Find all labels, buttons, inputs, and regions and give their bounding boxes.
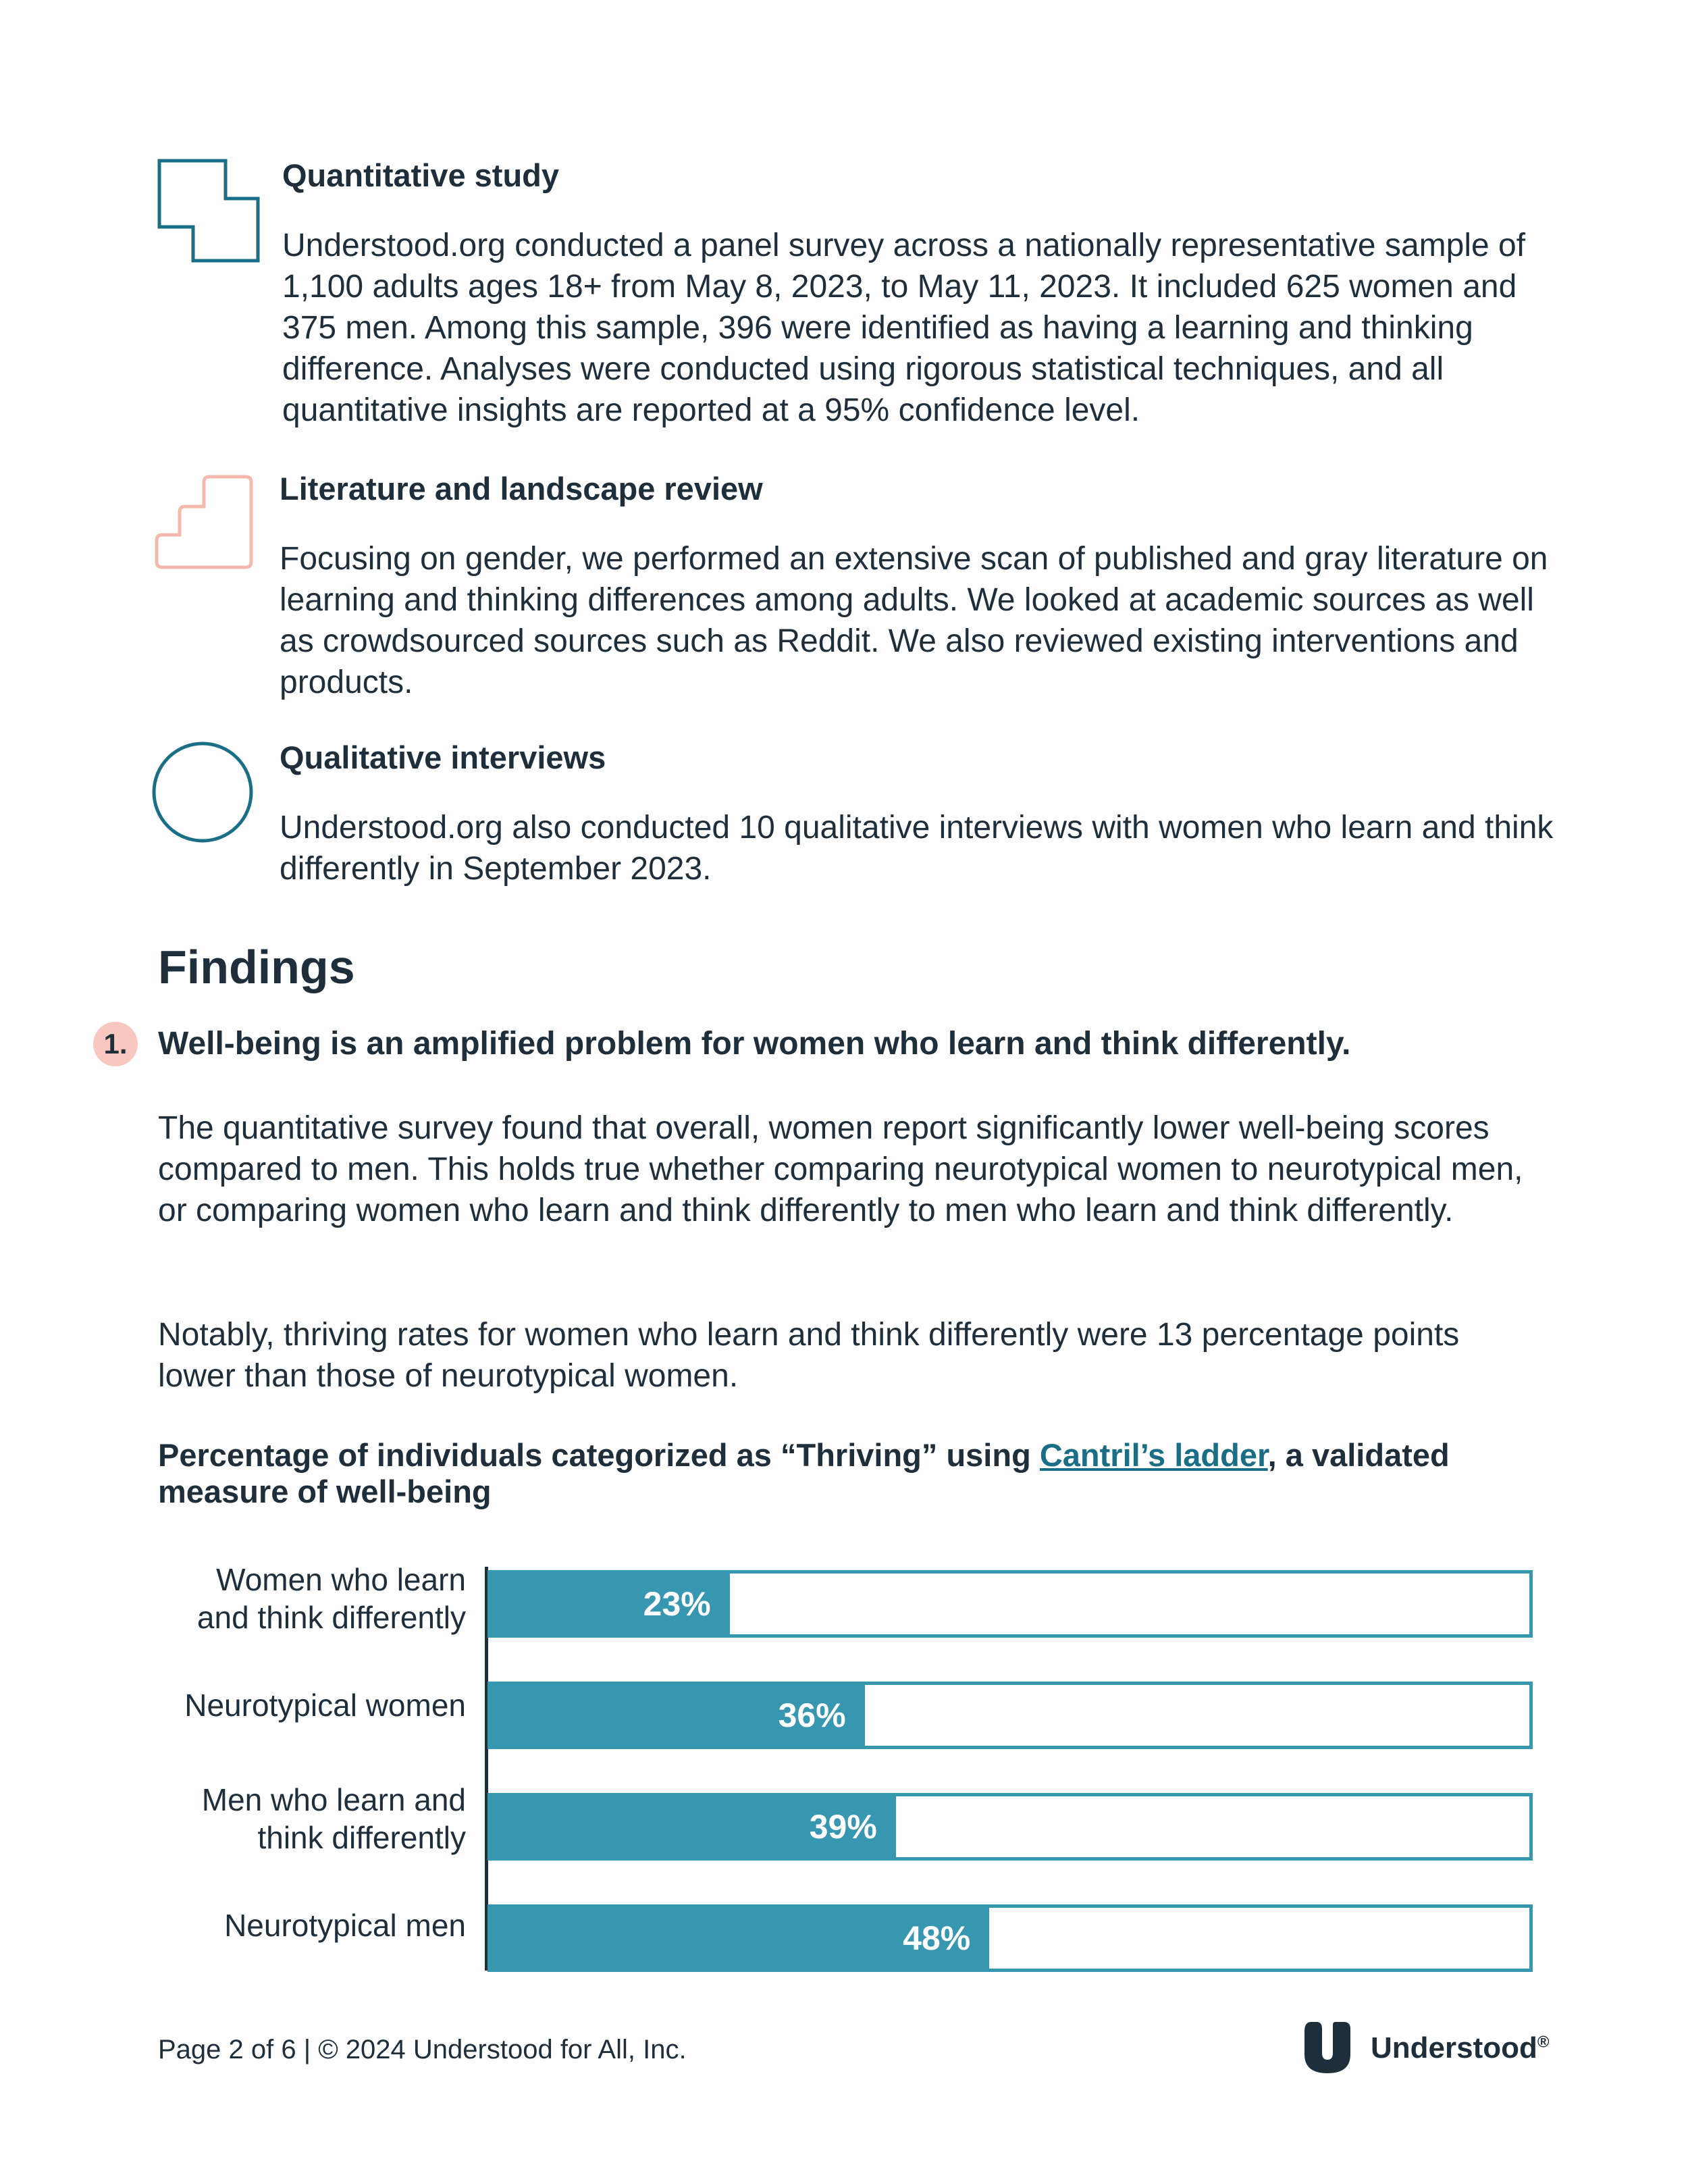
finding-paragraph: The quantitative survey found that overall, women report significantly lower well-being scores compared to men. This holds true whether comparing neurotypical women to neurotypical men, or comparing women who learn and think differently to men who learn and think differently. [158, 1110, 1523, 1228]
bar-value-label: 36% [778, 1696, 846, 1734]
method-body: Understood.org also conducted 10 qualitative interviews with women who learn and think differently in September 2023. [280, 810, 1554, 887]
teal-block-icon [155, 157, 263, 265]
bar-track [487, 1793, 1533, 1861]
bar-label: Neurotypical men [224, 1908, 466, 1943]
bar-value-label: 39% [809, 1808, 877, 1846]
bar-label: Neurotypical women [184, 1688, 466, 1723]
chart-title-text: Percentage of individuals categorized as “Thriving” using [158, 1437, 1040, 1473]
finding-title: Well-being is an amplified problem for women who learn and think differently. [158, 1026, 1351, 1062]
bar-track [487, 1682, 1533, 1749]
method-title: Quantitative study [282, 157, 560, 193]
stairs-icon [151, 473, 259, 574]
bar-label: Women who learn and think differently [196, 1562, 466, 1635]
finding-number-badge: 1. [93, 1022, 138, 1066]
bar [491, 1574, 730, 1634]
circle-icon [151, 741, 254, 843]
bar-value-label: 48% [903, 1919, 971, 1957]
method-title: Literature and landscape review [280, 471, 763, 506]
bar-track [487, 1904, 1533, 1972]
chart-title-text: , a validated measure of well-being [158, 1437, 1450, 1509]
findings-heading: Findings [158, 941, 355, 993]
method-title: Qualitative interviews [280, 739, 606, 775]
understood-logo-icon [1302, 2019, 1353, 2076]
brand-name: Understood® [1371, 2031, 1550, 2064]
cantrils-ladder-link[interactable]: Cantril’s ladder [1039, 1437, 1268, 1473]
bar-label: Men who learn and think differently [201, 1782, 466, 1855]
bar-track [487, 1570, 1533, 1638]
bar-value-label: 23% [643, 1585, 711, 1623]
page-footer: Page 2 of 6 | © 2024 Understood for All, Inc. [158, 2035, 687, 2064]
bar [491, 1685, 865, 1746]
method-body: Focusing on gender, we performed an extensive scan of published and gray literature on learning and thinking differences among adults. We looked at academic sources as well as crowdsourced sources such as Reddit. We also reviewed existing interventions and products. [280, 541, 1548, 700]
finding-paragraph: Notably, thriving rates for women who learn and think differently were 13 percentage points lower than those of neurotypical women. [158, 1317, 1460, 1394]
bar [491, 1908, 989, 1969]
bar [491, 1796, 896, 1857]
chart-title [158, 1437, 1529, 1510]
method-body: Understood.org conducted a panel survey across a nationally representative sample of 1,100 adults ages 18+ from May 8, 2023, to May 11, 2023. It included 625 women and 375 men. Among this sample, 396 were identified as having a learning and thinking difference. Analyses were conducted using rigorous statistical techniques, and all quantitative insights are reported at a 95% confidence level. [282, 228, 1526, 428]
